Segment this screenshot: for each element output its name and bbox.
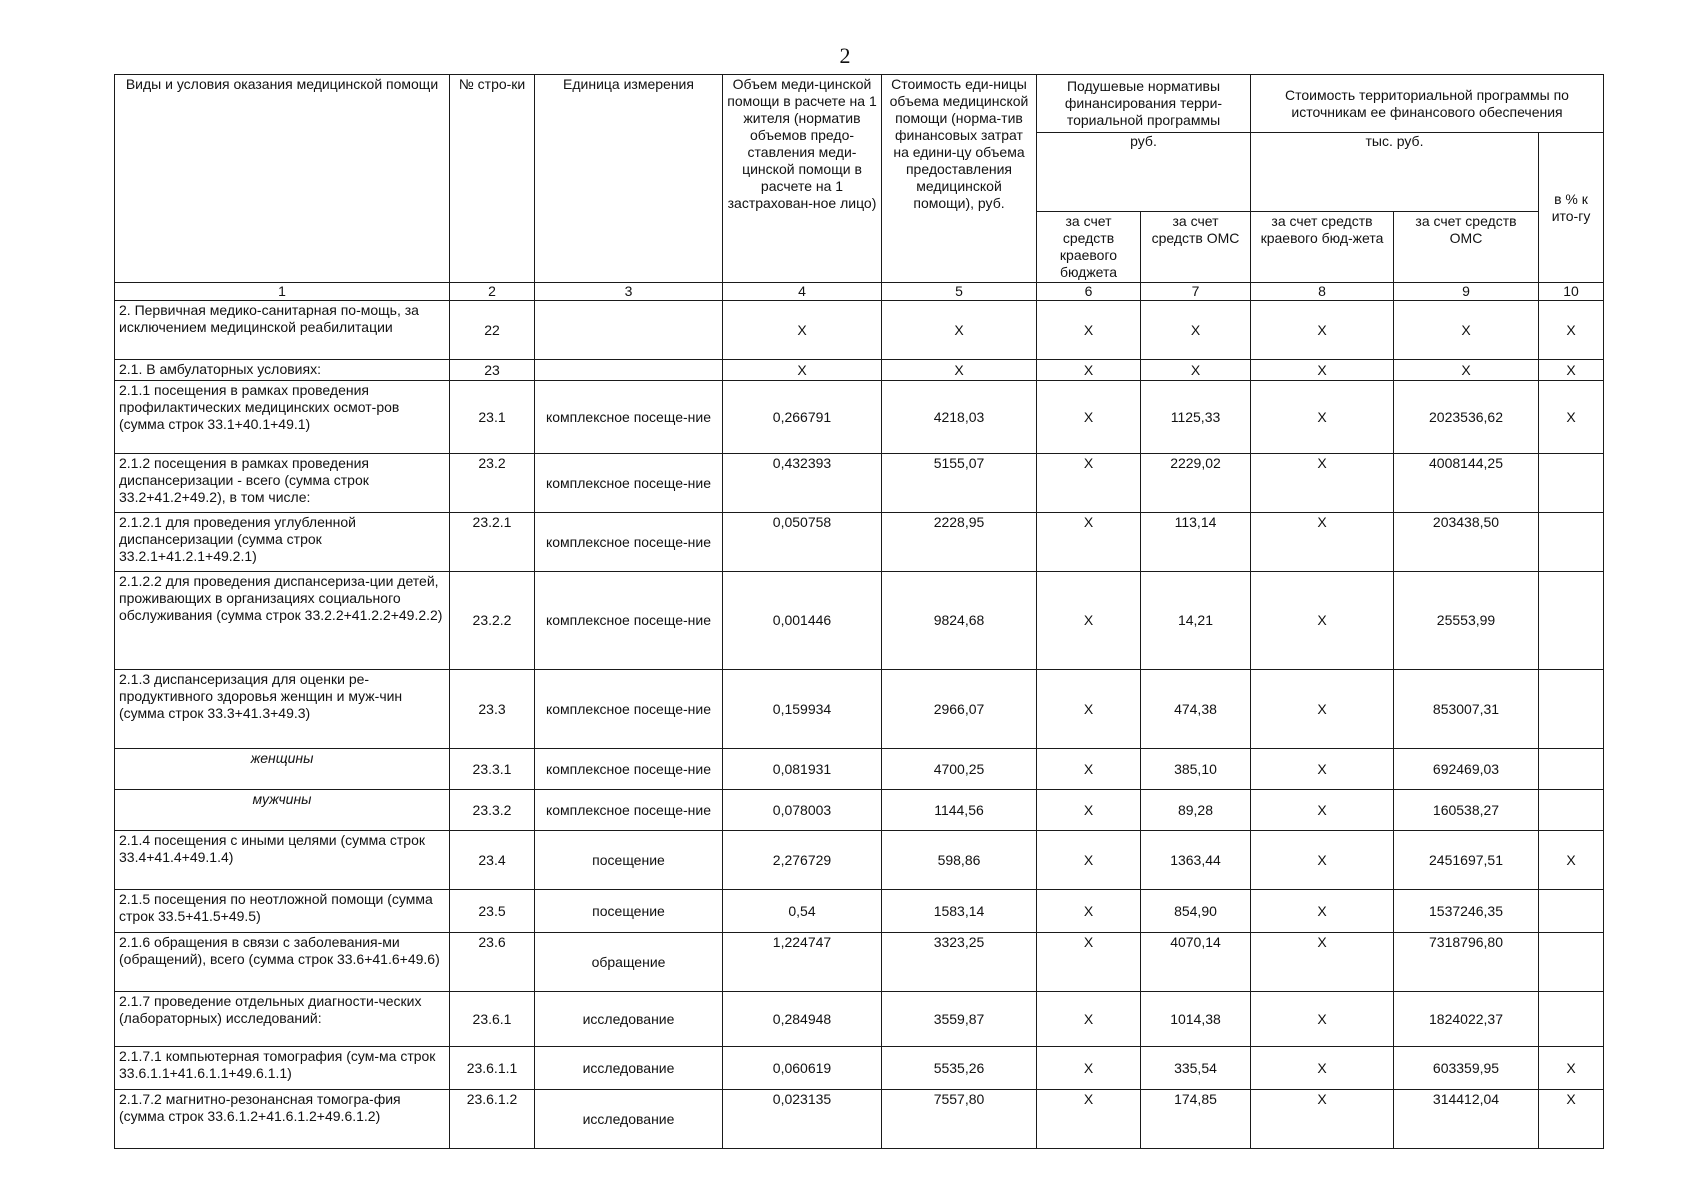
row-volume: 0,159934 bbox=[723, 670, 882, 749]
header-percapita-budget: за счет средств краевого бюджета bbox=[1037, 212, 1141, 283]
row-cost-budget: Х bbox=[1251, 301, 1394, 360]
row-cost-budget: Х bbox=[1251, 890, 1394, 933]
row-percapita-oms: 1014,38 bbox=[1141, 992, 1251, 1047]
row-percent bbox=[1539, 454, 1604, 513]
column-number: 5 bbox=[882, 283, 1037, 301]
row-unit: обращение bbox=[535, 933, 723, 992]
table-row bbox=[115, 1047, 1604, 1090]
row-cost-oms: 2451697,51 bbox=[1394, 831, 1539, 890]
row-percent: Х bbox=[1539, 381, 1604, 454]
row-number: 23.6.1.2 bbox=[450, 1090, 535, 1149]
row-percapita-budget: Х bbox=[1037, 572, 1141, 670]
row-percapita-oms: 2229,02 bbox=[1141, 454, 1251, 513]
header-percent: в % к ито-гу bbox=[1539, 133, 1604, 283]
row-percapita-budget: Х bbox=[1037, 454, 1141, 513]
row-percent bbox=[1539, 790, 1604, 831]
row-cost-oms: 7318796,80 bbox=[1394, 933, 1539, 992]
row-cost-oms: 203438,50 bbox=[1394, 513, 1539, 572]
row-unit-cost: 4218,03 bbox=[882, 381, 1037, 454]
row-cost-budget: Х bbox=[1251, 572, 1394, 670]
row-number: 23.6 bbox=[450, 933, 535, 992]
row-unit-cost: 7557,80 bbox=[882, 1090, 1037, 1149]
row-cost-oms: 1824022,37 bbox=[1394, 992, 1539, 1047]
row-label: 2.1.7.2 магнитно-резонансная томогра-фия (сумма строк 33.6.1.2+41.6.1.2+49.6.1.2) bbox=[115, 1090, 450, 1149]
row-cost-oms: 160538,27 bbox=[1394, 790, 1539, 831]
row-percent: Х bbox=[1539, 1090, 1604, 1149]
row-number: 23.5 bbox=[450, 890, 535, 933]
row-cost-budget: Х bbox=[1251, 790, 1394, 831]
row-cost-budget: Х bbox=[1251, 933, 1394, 992]
row-number: 23 bbox=[450, 360, 535, 381]
row-cost-budget: Х bbox=[1251, 360, 1394, 381]
row-unit: посещение bbox=[535, 890, 723, 933]
row-percapita-budget: Х bbox=[1037, 670, 1141, 749]
row-percent bbox=[1539, 933, 1604, 992]
row-cost-budget: Х bbox=[1251, 1047, 1394, 1090]
row-percapita-oms: 4070,14 bbox=[1141, 933, 1251, 992]
row-unit-cost: 3323,25 bbox=[882, 933, 1037, 992]
row-percapita-oms: 89,28 bbox=[1141, 790, 1251, 831]
row-percent bbox=[1539, 749, 1604, 790]
header-unit-rub: руб. bbox=[1037, 133, 1251, 212]
row-label: 2.1. В амбулаторных условиях: bbox=[115, 360, 450, 381]
row-volume: Х bbox=[723, 360, 882, 381]
table-row bbox=[115, 301, 1604, 360]
row-percapita-budget: Х bbox=[1037, 513, 1141, 572]
territorial-program-table bbox=[114, 74, 1604, 1149]
row-percapita-budget: Х bbox=[1037, 933, 1141, 992]
row-percapita-oms: 1125,33 bbox=[1141, 381, 1251, 454]
row-volume: 0,050758 bbox=[723, 513, 882, 572]
row-unit-cost: 4700,25 bbox=[882, 749, 1037, 790]
row-label: мужчины bbox=[115, 790, 450, 831]
row-percapita-oms: Х bbox=[1141, 301, 1251, 360]
row-percent: Х bbox=[1539, 831, 1604, 890]
row-volume: 0,023135 bbox=[723, 1090, 882, 1149]
row-number: 23.6.1 bbox=[450, 992, 535, 1047]
row-label: 2.1.1 посещения в рамках проведения профилактических медицинских осмот-ров (сумма строк 33.1+40.1+49.1) bbox=[115, 381, 450, 454]
row-percapita-oms: 14,21 bbox=[1141, 572, 1251, 670]
row-number: 23.3 bbox=[450, 670, 535, 749]
row-percent bbox=[1539, 513, 1604, 572]
row-label: 2.1.4 посещения с иными целями (сумма строк 33.4+41.4+49.1.4) bbox=[115, 831, 450, 890]
header-unit-cost: Стоимость еди-ницы объема медицинской помощи (норма-тив финансовых затрат на едини-цу объема предоставления медицинской помощи), руб. bbox=[882, 75, 1037, 283]
row-unit-cost: 9824,68 bbox=[882, 572, 1037, 670]
row-percapita-budget: Х bbox=[1037, 1047, 1141, 1090]
row-cost-budget: Х bbox=[1251, 670, 1394, 749]
row-percapita-budget: Х bbox=[1037, 381, 1141, 454]
header-cost-oms: за счет средств ОМС bbox=[1394, 212, 1539, 283]
row-volume: 0,54 bbox=[723, 890, 882, 933]
row-unit-cost: 5155,07 bbox=[882, 454, 1037, 513]
row-unit bbox=[535, 301, 723, 360]
row-label: 2.1.5 посещения по неотложной помощи (сумма строк 33.5+41.5+49.5) bbox=[115, 890, 450, 933]
row-volume: 0,266791 bbox=[723, 381, 882, 454]
row-percapita-budget: Х bbox=[1037, 301, 1141, 360]
column-number: 3 bbox=[535, 283, 723, 301]
row-unit: исследование bbox=[535, 992, 723, 1047]
row-percapita-oms: 854,90 bbox=[1141, 890, 1251, 933]
table-row bbox=[115, 790, 1604, 831]
column-number: 7 bbox=[1141, 283, 1251, 301]
row-cost-budget: Х bbox=[1251, 513, 1394, 572]
row-cost-budget: Х bbox=[1251, 992, 1394, 1047]
row-cost-budget: Х bbox=[1251, 749, 1394, 790]
row-cost-budget: Х bbox=[1251, 831, 1394, 890]
row-unit-cost: 5535,26 bbox=[882, 1047, 1037, 1090]
row-percent: Х bbox=[1539, 301, 1604, 360]
row-percapita-budget: Х bbox=[1037, 790, 1141, 831]
row-number: 23.3.1 bbox=[450, 749, 535, 790]
table-row bbox=[115, 360, 1604, 381]
row-percent: Х bbox=[1539, 1047, 1604, 1090]
table-body bbox=[115, 301, 1604, 1149]
row-number: 23.2.1 bbox=[450, 513, 535, 572]
row-percapita-budget: Х bbox=[1037, 890, 1141, 933]
column-number: 2 bbox=[450, 283, 535, 301]
row-unit-cost: 2966,07 bbox=[882, 670, 1037, 749]
column-number: 10 bbox=[1539, 283, 1604, 301]
row-label: 2.1.6 обращения в связи с заболевания-ми (обращений), всего (сумма строк 33.6+41.6+49.6) bbox=[115, 933, 450, 992]
row-volume: 0,081931 bbox=[723, 749, 882, 790]
row-label: 2. Первичная медико-санитарная по-мощь, за исключением медицинской реабилитации bbox=[115, 301, 450, 360]
header-percapita-group: Подушевые нормативы финансирования терри-ториальной программы bbox=[1037, 75, 1251, 133]
row-percapita-budget: Х bbox=[1037, 1090, 1141, 1149]
table-row bbox=[115, 572, 1604, 670]
row-cost-oms: 314412,04 bbox=[1394, 1090, 1539, 1149]
row-unit: посещение bbox=[535, 831, 723, 890]
row-number: 23.4 bbox=[450, 831, 535, 890]
column-number: 9 bbox=[1394, 283, 1539, 301]
row-percent: Х bbox=[1539, 360, 1604, 381]
column-number: 8 bbox=[1251, 283, 1394, 301]
row-percapita-oms: 335,54 bbox=[1141, 1047, 1251, 1090]
row-volume: 1,224747 bbox=[723, 933, 882, 992]
row-cost-budget: Х bbox=[1251, 1090, 1394, 1149]
row-percapita-oms: 1363,44 bbox=[1141, 831, 1251, 890]
row-percapita-budget: Х bbox=[1037, 749, 1141, 790]
row-percapita-oms: 174,85 bbox=[1141, 1090, 1251, 1149]
row-number: 22 bbox=[450, 301, 535, 360]
header-unit-thousand-rub: тыс. руб. bbox=[1251, 133, 1539, 212]
row-unit-cost: 2228,95 bbox=[882, 513, 1037, 572]
row-cost-oms: Х bbox=[1394, 360, 1539, 381]
column-number: 6 bbox=[1037, 283, 1141, 301]
row-percapita-oms: 474,38 bbox=[1141, 670, 1251, 749]
row-cost-budget: Х bbox=[1251, 381, 1394, 454]
row-volume: 0,001446 bbox=[723, 572, 882, 670]
row-cost-oms: 603359,95 bbox=[1394, 1047, 1539, 1090]
header-unit: Единица измерения bbox=[535, 75, 723, 283]
row-cost-oms: Х bbox=[1394, 301, 1539, 360]
row-number: 23.1 bbox=[450, 381, 535, 454]
row-cost-oms: 25553,99 bbox=[1394, 572, 1539, 670]
row-number: 23.2 bbox=[450, 454, 535, 513]
row-unit: комплексное посеще-ние bbox=[535, 790, 723, 831]
row-percapita-oms: 385,10 bbox=[1141, 749, 1251, 790]
row-unit bbox=[535, 360, 723, 381]
column-number: 4 bbox=[723, 283, 882, 301]
row-unit-cost: Х bbox=[882, 360, 1037, 381]
table-row bbox=[115, 749, 1604, 790]
row-label: женщины bbox=[115, 749, 450, 790]
table-row bbox=[115, 381, 1604, 454]
row-unit: комплексное посеще-ние bbox=[535, 381, 723, 454]
table-row bbox=[115, 933, 1604, 992]
column-number: 1 bbox=[115, 283, 450, 301]
row-cost-oms: 692469,03 bbox=[1394, 749, 1539, 790]
table-row bbox=[115, 1090, 1604, 1149]
row-unit: комплексное посеще-ние bbox=[535, 749, 723, 790]
row-label: 2.1.7 проведение отдельных диагности-ческих (лабораторных) исследований: bbox=[115, 992, 450, 1047]
header-volume: Объем меди-цинской помощи в расчете на 1 жителя (норматив объемов предо-ставления меди-цинской помощи в расчете на 1 застрахован-ное лицо) bbox=[723, 75, 882, 283]
row-percent bbox=[1539, 572, 1604, 670]
row-label: 2.1.2.2 для проведения диспансериза-ции детей, проживающих в организациях социального обслуживания (сумма строк 33.2.2+41.2.2+49.2.2) bbox=[115, 572, 450, 670]
row-unit-cost: 1583,14 bbox=[882, 890, 1037, 933]
header-row-1 bbox=[115, 75, 1604, 133]
row-volume: 0,432393 bbox=[723, 454, 882, 513]
row-number: 23.6.1.1 bbox=[450, 1047, 535, 1090]
row-cost-budget: Х bbox=[1251, 454, 1394, 513]
row-unit: исследование bbox=[535, 1047, 723, 1090]
header-percapita-oms: за счет средств ОМС bbox=[1141, 212, 1251, 283]
row-percapita-budget: Х bbox=[1037, 831, 1141, 890]
row-number: 23.2.2 bbox=[450, 572, 535, 670]
row-label: 2.1.2.1 для проведения углубленной диспансеризации (сумма строк 33.2.1+41.2.1+49.2.1) bbox=[115, 513, 450, 572]
table-row bbox=[115, 454, 1604, 513]
page-number: 2 bbox=[839, 43, 851, 68]
table-row bbox=[115, 890, 1604, 933]
row-volume: Х bbox=[723, 301, 882, 360]
row-number: 23.3.2 bbox=[450, 790, 535, 831]
row-unit-cost: 598,86 bbox=[882, 831, 1037, 890]
row-cost-oms: 2023536,62 bbox=[1394, 381, 1539, 454]
row-percapita-budget: Х bbox=[1037, 360, 1141, 381]
row-percent bbox=[1539, 890, 1604, 933]
row-unit: комплексное посеще-ние bbox=[535, 454, 723, 513]
row-volume: 2,276729 bbox=[723, 831, 882, 890]
row-label: 2.1.7.1 компьютерная томография (сум-ма строк 33.6.1.1+41.6.1.1+49.6.1.1) bbox=[115, 1047, 450, 1090]
row-volume: 0,078003 bbox=[723, 790, 882, 831]
header-cost-budget: за счет средств краевого бюд-жета bbox=[1251, 212, 1394, 283]
column-number-row bbox=[115, 283, 1604, 301]
table-row bbox=[115, 831, 1604, 890]
row-cost-oms: 853007,31 bbox=[1394, 670, 1539, 749]
row-unit: исследование bbox=[535, 1090, 723, 1149]
table-row bbox=[115, 992, 1604, 1047]
table-row bbox=[115, 670, 1604, 749]
row-cost-oms: 1537246,35 bbox=[1394, 890, 1539, 933]
row-percapita-oms: 113,14 bbox=[1141, 513, 1251, 572]
row-unit: комплексное посеще-ние bbox=[535, 670, 723, 749]
header-row-number: № стро-ки bbox=[450, 75, 535, 283]
header-cost-group: Стоимость территориальной программы по источникам ее финансового обеспечения bbox=[1251, 75, 1604, 133]
row-volume: 0,060619 bbox=[723, 1047, 882, 1090]
row-label: 2.1.2 посещения в рамках проведения диспансеризации - всего (сумма строк 33.2+41.2+49.2), в том числе: bbox=[115, 454, 450, 513]
row-percent bbox=[1539, 992, 1604, 1047]
row-percapita-budget: Х bbox=[1037, 992, 1141, 1047]
header-kinds: Виды и условия оказания медицинской помощи bbox=[115, 75, 450, 283]
row-unit: комплексное посеще-ние bbox=[535, 572, 723, 670]
row-unit-cost: 3559,87 bbox=[882, 992, 1037, 1047]
row-unit: комплексное посеще-ние bbox=[535, 513, 723, 572]
row-label: 2.1.3 диспансеризация для оценки ре-продуктивного здоровья женщин и муж-чин (сумма строк 33.3+41.3+49.3) bbox=[115, 670, 450, 749]
row-unit-cost: 1144,56 bbox=[882, 790, 1037, 831]
row-unit-cost: Х bbox=[882, 301, 1037, 360]
row-percent bbox=[1539, 670, 1604, 749]
table-row bbox=[115, 513, 1604, 572]
row-volume: 0,284948 bbox=[723, 992, 882, 1047]
row-percapita-oms: Х bbox=[1141, 360, 1251, 381]
row-cost-oms: 4008144,25 bbox=[1394, 454, 1539, 513]
